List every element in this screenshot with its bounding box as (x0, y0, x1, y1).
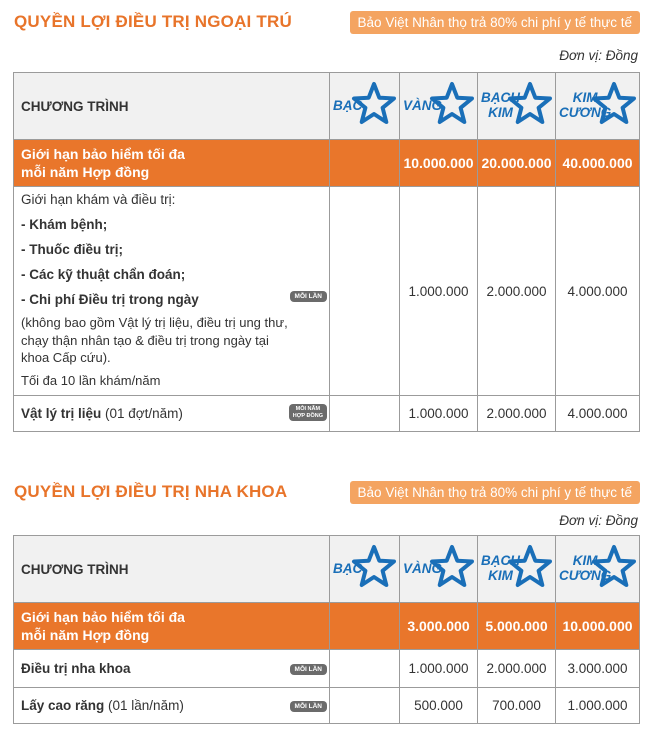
dental-limit-vang: 3.000.000 (400, 603, 478, 650)
per-year-pill (289, 404, 327, 421)
exam-bach-kim: 2.000.000 (478, 187, 556, 396)
dental-limit-kim-cuong: 10.000.000 (556, 603, 640, 650)
tier-name (403, 561, 442, 576)
tier-name-line: BẠC (333, 98, 363, 113)
scaling-label-rest: (01 lần/năm) (104, 698, 184, 713)
dental-program-header: CHƯƠNG TRÌNH (14, 536, 330, 603)
tier-name-line: BẠCH (481, 90, 520, 105)
dental-tier-kim-cuong (556, 536, 640, 603)
scaling-bach-kim: 700.000 (478, 688, 556, 724)
tier-name-line: BẠCH (481, 553, 520, 568)
physio-label (14, 396, 330, 432)
physio-bac (330, 396, 400, 432)
dental-per-time-pill: MỖI LẦN (290, 664, 327, 675)
scaling-vang: 500.000 (400, 688, 478, 724)
exam-bac (330, 187, 400, 396)
exam-item-1: - Khám bệnh; (21, 217, 108, 232)
tier-name (333, 98, 362, 113)
exam-item-4: - Chi phí Điều trị trong ngày (21, 292, 199, 307)
limit-kim-cuong: 40.000.000 (556, 140, 640, 187)
dental-limit-label-line2: mỗi năm Hợp đồng (21, 627, 150, 643)
dental-badge: Bảo Việt Nhân thọ trả 80% chi phí y tế thực tế (350, 481, 640, 504)
dental-treatment-label (14, 650, 330, 688)
tier-name (559, 553, 611, 583)
dental-limit-bac (330, 603, 400, 650)
outpatient-limit-row (14, 140, 640, 187)
limit-label (14, 140, 330, 187)
outpatient-unit: Đơn vị: Đồng (559, 48, 638, 63)
dental-unit: Đơn vị: Đồng (559, 513, 638, 528)
limit-bac (330, 140, 400, 187)
tier-vang (400, 73, 478, 140)
tier-name-line: VÀNG (403, 561, 443, 576)
dental-scaling-row (14, 688, 640, 724)
treatment-bac (330, 650, 400, 688)
dental-limit-row (14, 603, 640, 650)
limit-vang: 10.000.000 (400, 140, 478, 187)
exam-title: Giới hạn khám và điều trị: (21, 192, 176, 207)
tier-name-line: VÀNG (403, 98, 443, 113)
scaling-label (14, 688, 330, 724)
exam-item-3: - Các kỹ thuật chẩn đoán; (21, 267, 186, 282)
exam-note: (không bao gồm Vật lý trị liệu, điều trị ung thư, chạy thận nhân tạo & điều trị trong ngày tại khoa Cấp cứu). (21, 315, 288, 365)
tier-name-line: KIM (488, 105, 513, 120)
outpatient-badge: Bảo Việt Nhân thọ trả 80% chi phí y tế thực tế (350, 11, 640, 34)
tier-name (333, 561, 362, 576)
dental-treatment-text: Điều trị nha khoa (21, 661, 131, 676)
tier-kim-cuong (556, 73, 640, 140)
per-time-pill: MỖI LẦN (290, 291, 327, 302)
tier-name-line: KIM (572, 90, 598, 105)
physio-label-rest: (01 đợt/năm) (101, 406, 183, 421)
tier-bach-kim (478, 73, 556, 140)
dental-limit-label (14, 603, 330, 650)
tier-name-line: BẠC (333, 561, 363, 576)
treatment-kim-cuong: 3.000.000 (556, 650, 640, 688)
dental-tier-bach-kim (478, 536, 556, 603)
treatment-vang: 1.000.000 (400, 650, 478, 688)
outpatient-table (13, 72, 640, 432)
exam-vang: 1.000.000 (400, 187, 478, 396)
scaling-bac (330, 688, 400, 724)
scaling-kim-cuong: 1.000.000 (556, 688, 640, 724)
dental-limit-bach-kim: 5.000.000 (478, 603, 556, 650)
scaling-per-time-pill: MỖI LẦN (290, 701, 327, 712)
scaling-label-bold: Lấy cao răng (21, 698, 105, 713)
outpatient-header (0, 0, 658, 44)
tier-name (481, 90, 520, 120)
limit-label-line1: Giới hạn bảo hiểm tối đa (21, 146, 185, 162)
outpatient-header-row (14, 73, 640, 140)
outpatient-exam-row (14, 187, 640, 396)
dental-header (0, 470, 658, 514)
tier-name-line: KIM (488, 568, 513, 583)
dental-limit-label-line1: Giới hạn bảo hiểm tối đa (21, 609, 185, 625)
tier-name-line: CƯƠNG (559, 105, 612, 120)
tier-name-line: CƯƠNG (559, 568, 612, 583)
physio-kim-cuong: 4.000.000 (556, 396, 640, 432)
exam-item-2: - Thuốc điều trị; (21, 242, 123, 257)
tier-name (403, 98, 442, 113)
program-header: CHƯƠNG TRÌNH (14, 73, 330, 140)
dental-title: QUYỀN LỢI ĐIỀU TRỊ NHA KHOA (14, 482, 288, 501)
physio-bach-kim: 2.000.000 (478, 396, 556, 432)
dental-header-row (14, 536, 640, 603)
dental-tier-vang (400, 536, 478, 603)
limit-bach-kim: 20.000.000 (478, 140, 556, 187)
treatment-bach-kim: 2.000.000 (478, 650, 556, 688)
outpatient-title: QUYỀN LỢI ĐIỀU TRỊ NGOẠI TRÚ (14, 12, 292, 31)
per-year-pill-line2: HỢP ĐỒNG (292, 412, 323, 419)
physio-label-bold: Vật lý trị liệu (21, 406, 102, 421)
dental-table (13, 535, 640, 724)
dental-treatment-row (14, 650, 640, 688)
exam-max-visits: Tối đa 10 lần khám/năm (21, 372, 161, 388)
limit-label-line2: mỗi năm Hợp đồng (21, 164, 150, 180)
tier-bac (330, 73, 400, 140)
tier-name-line: KIM (572, 553, 598, 568)
dental-tier-bac (330, 536, 400, 603)
exam-label (14, 187, 330, 396)
per-year-pill-line1: MỖI NĂM (295, 406, 321, 412)
tier-name (559, 90, 611, 120)
physio-vang: 1.000.000 (400, 396, 478, 432)
tier-name (481, 553, 520, 583)
exam-kim-cuong: 4.000.000 (556, 187, 640, 396)
outpatient-physio-row (14, 396, 640, 432)
dental-section (0, 470, 658, 713)
